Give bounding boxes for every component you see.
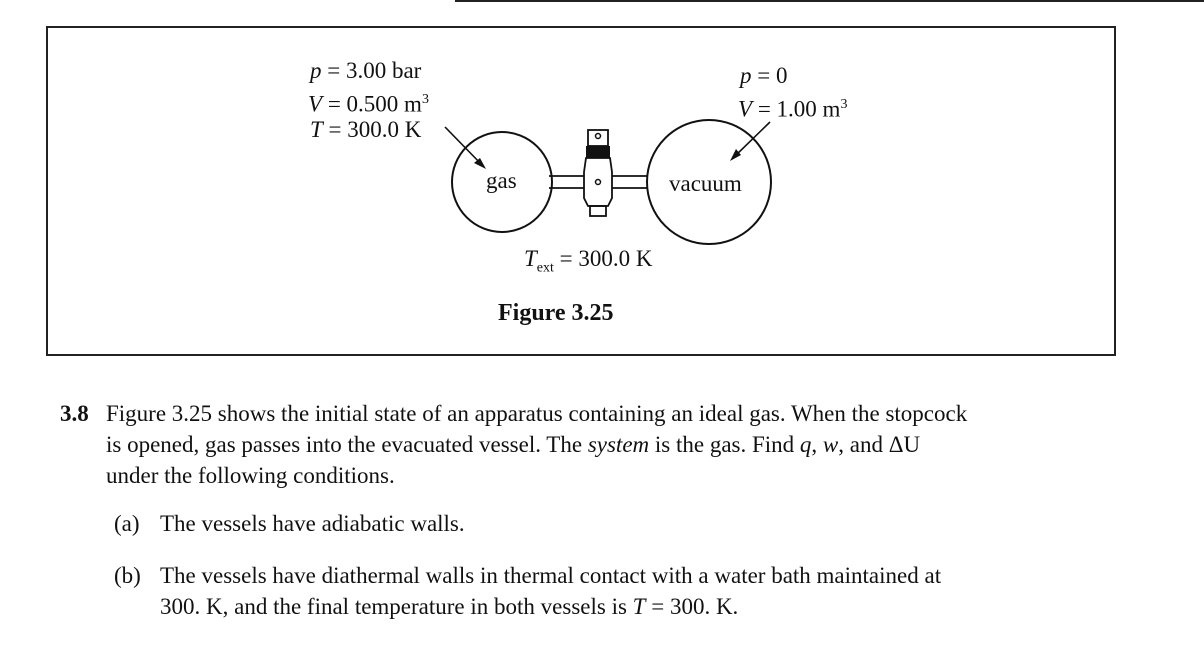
part-b xyxy=(114,560,1124,622)
problem-number: 3.8 xyxy=(60,401,89,426)
left-volume-label: V = 0.500 $m^3$ xyxy=(308,91,429,117)
problem-statement xyxy=(60,398,1120,491)
gas-arrow xyxy=(445,127,486,169)
right-volume-label: V = 1.00 $m^3$ xyxy=(738,96,848,122)
figure-caption: Figure 3.25 xyxy=(498,300,614,326)
part-b-text xyxy=(160,560,1124,622)
right-pressure-label: p = 0 xyxy=(740,63,788,88)
vacuum-label: vacuum xyxy=(669,171,742,196)
problem-line-3: under the following conditions. xyxy=(106,463,395,488)
part-a-text: The vessels have adiabatic walls. xyxy=(160,511,465,536)
problem-text xyxy=(106,398,1120,491)
problem-line-1: Figure 3.25 shows the initial state of an apparatus containing an ideal gas. When the stopcock xyxy=(106,401,968,426)
external-temperature-label: $T_{ext} = 300.0$ K xyxy=(524,246,653,276)
stopcock-icon xyxy=(584,130,612,216)
part-b-tag: (b) xyxy=(114,563,141,588)
left-pressure-label: p = 3.00 bar xyxy=(310,58,422,83)
gas-label: gas xyxy=(486,168,517,193)
part-b-line-2: 300. K, and the final temperature in both vessels is T = 300. K. xyxy=(160,594,739,619)
connecting-tube xyxy=(549,176,648,188)
part-a xyxy=(114,508,1124,539)
left-temperature-label: T = 300.0 K xyxy=(310,117,422,142)
problem-line-2: is opened, gas passes into the evacuated vessel. The system is the gas. Find q, w, and ΔU xyxy=(106,432,921,457)
part-a-tag: (a) xyxy=(114,511,140,536)
part-b-line-1: The vessels have diathermal walls in thermal contact with a water bath maintained at xyxy=(160,563,942,588)
